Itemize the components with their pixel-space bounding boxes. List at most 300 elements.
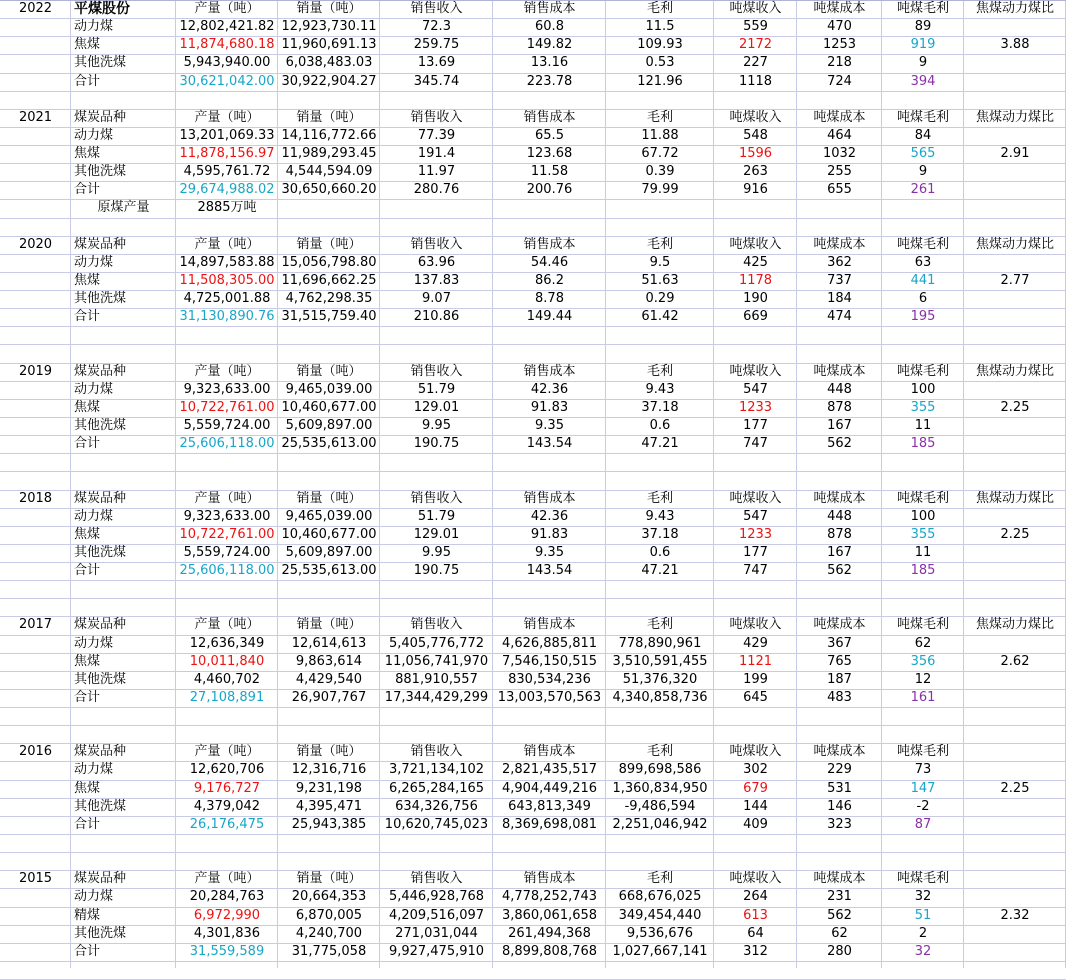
table-cell[interactable]: 355 bbox=[910, 527, 936, 542]
table-cell[interactable]: 483 bbox=[827, 690, 852, 705]
table-cell[interactable]: 73 bbox=[914, 762, 932, 777]
header-profit-per-ton[interactable]: 吨煤毛利 bbox=[896, 364, 949, 379]
table-cell[interactable]: 747 bbox=[743, 436, 768, 451]
table-cell[interactable]: 9,465,039.00 bbox=[285, 382, 373, 397]
table-cell[interactable]: 72.3 bbox=[422, 19, 451, 34]
header-cost-per-ton[interactable]: 吨煤成本 bbox=[813, 871, 866, 886]
header-coking-thermal-ratio[interactable]: 焦煤动力煤比 bbox=[975, 110, 1054, 125]
header-profit-per-ton[interactable]: 吨煤毛利 bbox=[896, 110, 949, 125]
table-cell[interactable]: 123.68 bbox=[526, 146, 573, 161]
table-cell[interactable]: 899,698,586 bbox=[618, 762, 702, 777]
header-output[interactable]: 产量（吨） bbox=[194, 110, 260, 125]
table-cell[interactable]: 177 bbox=[743, 545, 768, 560]
header-gross-profit[interactable]: 毛利 bbox=[646, 364, 673, 379]
table-cell[interactable]: 8.78 bbox=[535, 291, 564, 306]
table-cell[interactable]: 547 bbox=[743, 509, 768, 524]
table-cell[interactable]: 42.36 bbox=[530, 382, 569, 397]
table-cell[interactable]: 4,460,702 bbox=[193, 672, 261, 687]
table-cell[interactable]: 1233 bbox=[738, 527, 773, 542]
table-cell[interactable]: 12,316,716 bbox=[291, 762, 367, 777]
header-revenue-per-ton[interactable]: 吨煤收入 bbox=[729, 871, 782, 886]
row-label[interactable]: 合计 bbox=[74, 690, 101, 705]
table-cell[interactable]: 255 bbox=[827, 164, 852, 179]
ratio-value[interactable]: 2.77 bbox=[1000, 273, 1030, 288]
table-cell[interactable]: 655 bbox=[827, 182, 852, 197]
table-cell[interactable]: 51.63 bbox=[641, 273, 679, 288]
row-label[interactable]: 精煤 bbox=[74, 908, 101, 923]
table-cell[interactable]: 187 bbox=[827, 672, 852, 687]
table-cell[interactable]: 271,031,044 bbox=[395, 926, 478, 941]
table-cell[interactable]: 67.72 bbox=[641, 146, 679, 161]
table-cell[interactable]: 9 bbox=[918, 164, 928, 179]
year-label-2020[interactable]: 2020 bbox=[18, 237, 53, 252]
header-coking-thermal-ratio[interactable]: 焦煤动力煤比 bbox=[975, 491, 1054, 506]
header-gross-profit[interactable]: 毛利 bbox=[646, 110, 673, 125]
row-label[interactable]: 焦煤 bbox=[74, 37, 101, 52]
header-sales-volume[interactable]: 销量（吨） bbox=[296, 237, 362, 252]
table-cell[interactable]: 11,960,691.13 bbox=[281, 37, 377, 52]
row-label[interactable]: 动力煤 bbox=[74, 762, 114, 777]
table-cell[interactable]: 302 bbox=[743, 762, 768, 777]
table-cell[interactable]: 4,209,516,097 bbox=[388, 908, 485, 923]
table-cell[interactable]: 5,446,928,768 bbox=[388, 889, 485, 904]
table-cell[interactable]: -2 bbox=[916, 799, 930, 814]
header-sales-volume[interactable]: 销量（吨） bbox=[296, 491, 362, 506]
table-cell[interactable]: 9,863,614 bbox=[295, 654, 363, 669]
table-cell[interactable]: 9,536,676 bbox=[626, 926, 694, 941]
row-label[interactable]: 动力煤 bbox=[74, 889, 114, 904]
table-cell[interactable]: 32 bbox=[914, 889, 932, 904]
header-sales-cost[interactable]: 销售成本 bbox=[523, 617, 576, 632]
table-cell[interactable]: 4,778,252,743 bbox=[501, 889, 598, 904]
table-cell[interactable]: 167 bbox=[827, 545, 852, 560]
table-cell[interactable]: 12 bbox=[914, 672, 932, 687]
table-cell[interactable]: 429 bbox=[743, 636, 768, 651]
table-cell[interactable]: 613 bbox=[743, 908, 768, 923]
table-cell[interactable]: 916 bbox=[743, 182, 768, 197]
header-gross-profit[interactable]: 毛利 bbox=[646, 871, 673, 886]
table-cell[interactable]: 9,323,633.00 bbox=[183, 382, 271, 397]
table-cell[interactable]: 349,454,440 bbox=[618, 908, 702, 923]
table-cell[interactable]: 143.54 bbox=[526, 436, 573, 451]
table-cell[interactable]: 190.75 bbox=[413, 436, 460, 451]
table-cell[interactable]: 2 bbox=[918, 926, 928, 941]
table-cell[interactable]: 11.88 bbox=[641, 128, 679, 143]
table-cell[interactable]: 312 bbox=[743, 944, 768, 959]
table-cell[interactable]: 14,116,772.66 bbox=[281, 128, 377, 143]
table-cell[interactable]: 4,904,449,216 bbox=[501, 781, 598, 796]
table-cell[interactable]: 84 bbox=[914, 128, 932, 143]
table-cell[interactable]: 280 bbox=[827, 944, 852, 959]
table-cell[interactable]: 10,620,745,023 bbox=[384, 817, 489, 832]
table-cell[interactable]: 280.76 bbox=[413, 182, 460, 197]
table-cell[interactable]: 10,722,761.00 bbox=[179, 527, 275, 542]
table-cell[interactable]: 1253 bbox=[822, 37, 857, 52]
header-profit-per-ton[interactable]: 吨煤毛利 bbox=[896, 871, 949, 886]
header-coal-type[interactable]: 煤炭品种 bbox=[74, 871, 127, 886]
table-cell[interactable]: 184 bbox=[827, 291, 852, 306]
table-cell[interactable]: 3,510,591,455 bbox=[612, 654, 708, 669]
table-cell[interactable]: 109.93 bbox=[637, 37, 683, 52]
table-cell[interactable]: 4,544,594.09 bbox=[285, 164, 373, 179]
year-label-2019[interactable]: 2019 bbox=[18, 364, 53, 379]
table-cell[interactable]: 13,003,570,563 bbox=[497, 690, 602, 705]
table-cell[interactable]: 10,460,677.00 bbox=[281, 527, 377, 542]
table-cell[interactable]: 12,614,613 bbox=[291, 636, 367, 651]
table-cell[interactable]: 645 bbox=[743, 690, 768, 705]
ratio-value[interactable]: 2.25 bbox=[1000, 781, 1030, 796]
year-label-2022[interactable]: 2022 bbox=[18, 1, 53, 16]
year-label-2015[interactable]: 2015 bbox=[18, 871, 53, 886]
table-cell[interactable]: 63 bbox=[914, 255, 932, 270]
table-cell[interactable]: 200.76 bbox=[526, 182, 573, 197]
row-label[interactable]: 动力煤 bbox=[74, 382, 114, 397]
table-cell[interactable]: 25,606,118.00 bbox=[179, 436, 275, 451]
table-cell[interactable]: 31,515,759.40 bbox=[281, 309, 377, 324]
table-cell[interactable]: 356 bbox=[910, 654, 936, 669]
table-cell[interactable]: 30,922,904.27 bbox=[281, 74, 377, 89]
header-sales-revenue[interactable]: 销售收入 bbox=[410, 491, 463, 506]
table-cell[interactable]: 11,696,662.25 bbox=[281, 273, 377, 288]
table-cell[interactable]: 4,395,471 bbox=[295, 799, 363, 814]
table-cell[interactable]: 15,056,798.80 bbox=[281, 255, 377, 270]
year-label-2016[interactable]: 2016 bbox=[18, 744, 53, 759]
table-cell[interactable]: 6,972,990 bbox=[193, 908, 261, 923]
table-cell[interactable]: 9.5 bbox=[649, 255, 671, 270]
table-cell[interactable]: 190.75 bbox=[413, 563, 460, 578]
table-cell[interactable]: 144 bbox=[743, 799, 768, 814]
table-cell[interactable]: 668,676,025 bbox=[618, 889, 702, 904]
row-label[interactable]: 其他洗煤 bbox=[74, 926, 127, 941]
row-label[interactable]: 焦煤 bbox=[74, 146, 101, 161]
table-cell[interactable]: 425 bbox=[743, 255, 768, 270]
header-coal-type[interactable]: 煤炭品种 bbox=[74, 364, 127, 379]
table-cell[interactable]: 547 bbox=[743, 382, 768, 397]
table-cell[interactable]: 448 bbox=[827, 509, 852, 524]
table-cell[interactable]: 559 bbox=[743, 19, 768, 34]
table-cell[interactable]: 1032 bbox=[822, 146, 857, 161]
table-cell[interactable]: 4,429,540 bbox=[295, 672, 363, 687]
table-cell[interactable]: 1178 bbox=[738, 273, 773, 288]
header-output[interactable]: 产量（吨） bbox=[194, 871, 260, 886]
table-cell[interactable]: 345.74 bbox=[413, 74, 460, 89]
table-cell[interactable]: 11,878,156.97 bbox=[179, 146, 275, 161]
table-cell[interactable]: 261,494,368 bbox=[508, 926, 591, 941]
header-revenue-per-ton[interactable]: 吨煤收入 bbox=[729, 491, 782, 506]
table-cell[interactable]: 724 bbox=[827, 74, 852, 89]
table-cell[interactable]: 177 bbox=[743, 418, 768, 433]
table-cell[interactable]: 737 bbox=[827, 273, 852, 288]
table-cell[interactable]: 355 bbox=[910, 400, 936, 415]
table-cell[interactable]: 9.07 bbox=[422, 291, 451, 306]
table-cell[interactable]: 167 bbox=[827, 418, 852, 433]
table-cell[interactable]: 223.78 bbox=[526, 74, 573, 89]
row-label[interactable]: 动力煤 bbox=[74, 636, 114, 651]
table-cell[interactable]: 9,465,039.00 bbox=[285, 509, 373, 524]
header-coking-thermal-ratio[interactable]: 焦煤动力煤比 bbox=[975, 617, 1054, 632]
row-label[interactable]: 焦煤 bbox=[74, 400, 101, 415]
table-cell[interactable]: 100 bbox=[910, 382, 936, 397]
row-label[interactable]: 其他洗煤 bbox=[74, 545, 127, 560]
table-cell[interactable]: 29,674,988.02 bbox=[179, 182, 275, 197]
header-revenue-per-ton[interactable]: 吨煤收入 bbox=[729, 1, 782, 16]
table-cell[interactable]: 9 bbox=[918, 55, 928, 70]
row-label[interactable]: 其他洗煤 bbox=[74, 418, 127, 433]
header-gross-profit[interactable]: 毛利 bbox=[646, 744, 673, 759]
table-cell[interactable]: 10,011,840 bbox=[189, 654, 265, 669]
header-output[interactable]: 产量（吨） bbox=[194, 1, 260, 16]
header-profit-per-ton[interactable]: 吨煤毛利 bbox=[896, 237, 949, 252]
table-cell[interactable]: 9,927,475,910 bbox=[388, 944, 485, 959]
table-cell[interactable]: 2,821,435,517 bbox=[501, 762, 598, 777]
table-cell[interactable]: 323 bbox=[827, 817, 852, 832]
table-cell[interactable]: 143.54 bbox=[526, 563, 573, 578]
table-cell[interactable]: 129.01 bbox=[413, 527, 460, 542]
year-label-2021[interactable]: 2021 bbox=[18, 110, 53, 125]
header-sales-volume[interactable]: 销量（吨） bbox=[296, 617, 362, 632]
header-sales-revenue[interactable]: 销售收入 bbox=[410, 364, 463, 379]
header-cost-per-ton[interactable]: 吨煤成本 bbox=[813, 237, 866, 252]
table-cell[interactable]: 100 bbox=[910, 509, 936, 524]
ratio-value[interactable]: 2.62 bbox=[1000, 654, 1030, 669]
table-cell[interactable]: 1,360,834,950 bbox=[612, 781, 708, 796]
table-cell[interactable]: 87 bbox=[914, 817, 932, 832]
table-cell[interactable]: 6,870,005 bbox=[295, 908, 363, 923]
table-cell[interactable]: 531 bbox=[827, 781, 852, 796]
header-cost-per-ton[interactable]: 吨煤成本 bbox=[813, 744, 866, 759]
table-cell[interactable]: 77.39 bbox=[417, 128, 456, 143]
header-coal-type[interactable]: 煤炭品种 bbox=[74, 491, 127, 506]
row-label[interactable]: 其他洗煤 bbox=[74, 672, 127, 687]
row-label[interactable]: 合计 bbox=[74, 563, 101, 578]
header-coking-thermal-ratio[interactable]: 焦煤动力煤比 bbox=[975, 1, 1054, 16]
raw-coal-output-label[interactable]: 原煤产量 bbox=[97, 200, 150, 215]
header-output[interactable]: 产量（吨） bbox=[194, 617, 260, 632]
header-sales-revenue[interactable]: 销售收入 bbox=[410, 1, 463, 16]
table-cell[interactable]: 61.42 bbox=[641, 309, 679, 324]
table-cell[interactable]: 643,813,349 bbox=[508, 799, 591, 814]
table-cell[interactable]: 47.21 bbox=[641, 563, 679, 578]
header-sales-revenue[interactable]: 销售收入 bbox=[410, 871, 463, 886]
table-cell[interactable]: 51 bbox=[914, 908, 932, 923]
table-cell[interactable]: 10,460,677.00 bbox=[281, 400, 377, 415]
table-cell[interactable]: 747 bbox=[743, 563, 768, 578]
table-cell[interactable]: 919 bbox=[910, 37, 936, 52]
table-cell[interactable]: 3,860,061,658 bbox=[501, 908, 598, 923]
table-cell[interactable]: 37.18 bbox=[641, 527, 679, 542]
table-cell[interactable]: 1596 bbox=[738, 146, 773, 161]
header-coking-thermal-ratio[interactable]: 焦煤动力煤比 bbox=[975, 364, 1054, 379]
table-cell[interactable]: 562 bbox=[827, 563, 852, 578]
table-cell[interactable]: 4,725,001.88 bbox=[183, 291, 271, 306]
table-cell[interactable]: 31,130,890.76 bbox=[179, 309, 275, 324]
table-cell[interactable]: 7,546,150,515 bbox=[501, 654, 598, 669]
year-label-2018[interactable]: 2018 bbox=[18, 491, 53, 506]
header-sales-volume[interactable]: 销量（吨） bbox=[296, 110, 362, 125]
header-revenue-per-ton[interactable]: 吨煤收入 bbox=[729, 110, 782, 125]
table-cell[interactable]: 1,027,667,141 bbox=[612, 944, 708, 959]
table-cell[interactable]: 261 bbox=[910, 182, 936, 197]
table-cell[interactable]: 13.69 bbox=[417, 55, 456, 70]
table-cell[interactable]: 6,265,284,165 bbox=[388, 781, 485, 796]
table-cell[interactable]: 6,038,483.03 bbox=[285, 55, 373, 70]
header-output[interactable]: 产量（吨） bbox=[194, 364, 260, 379]
header-revenue-per-ton[interactable]: 吨煤收入 bbox=[729, 617, 782, 632]
header-cost-per-ton[interactable]: 吨煤成本 bbox=[813, 364, 866, 379]
table-cell[interactable]: 11.5 bbox=[645, 19, 675, 34]
table-cell[interactable]: 20,284,763 bbox=[189, 889, 265, 904]
header-revenue-per-ton[interactable]: 吨煤收入 bbox=[729, 744, 782, 759]
table-cell[interactable]: 26,176,475 bbox=[189, 817, 265, 832]
table-cell[interactable]: 2,251,046,942 bbox=[612, 817, 708, 832]
table-cell[interactable]: 1118 bbox=[738, 74, 773, 89]
table-cell[interactable]: 4,379,042 bbox=[193, 799, 261, 814]
table-cell[interactable]: 161 bbox=[910, 690, 936, 705]
table-cell[interactable]: 149.82 bbox=[526, 37, 573, 52]
table-cell[interactable]: 14,897,583.88 bbox=[179, 255, 275, 270]
header-revenue-per-ton[interactable]: 吨煤收入 bbox=[729, 364, 782, 379]
table-cell[interactable]: 32 bbox=[914, 944, 932, 959]
table-cell[interactable]: 27,108,891 bbox=[189, 690, 265, 705]
header-sales-cost[interactable]: 销售成本 bbox=[523, 237, 576, 252]
row-label[interactable]: 其他洗煤 bbox=[74, 799, 127, 814]
header-sales-volume[interactable]: 销量（吨） bbox=[296, 871, 362, 886]
table-cell[interactable]: 5,405,776,772 bbox=[388, 636, 485, 651]
header-coal-type[interactable]: 煤炭品种 bbox=[74, 237, 127, 252]
table-cell[interactable]: 4,595,761.72 bbox=[183, 164, 271, 179]
table-cell[interactable]: 778,890,961 bbox=[618, 636, 702, 651]
table-cell[interactable]: 2172 bbox=[738, 37, 773, 52]
table-cell[interactable]: 11,874,680.18 bbox=[179, 37, 275, 52]
table-cell[interactable]: 9.95 bbox=[422, 545, 451, 560]
ratio-value[interactable]: 3.88 bbox=[1000, 37, 1030, 52]
header-coking-thermal-ratio[interactable]: 焦煤动力煤比 bbox=[975, 237, 1054, 252]
header-gross-profit[interactable]: 毛利 bbox=[646, 491, 673, 506]
table-cell[interactable]: 5,609,897.00 bbox=[285, 418, 373, 433]
table-cell[interactable]: 25,943,385 bbox=[291, 817, 367, 832]
header-sales-volume[interactable]: 销量（吨） bbox=[296, 744, 362, 759]
table-cell[interactable]: 51.79 bbox=[417, 382, 456, 397]
table-cell[interactable]: 30,621,042.00 bbox=[179, 74, 275, 89]
table-cell[interactable]: 0.53 bbox=[645, 55, 675, 70]
table-cell[interactable]: 11 bbox=[914, 418, 932, 433]
table-cell[interactable]: 227 bbox=[743, 55, 768, 70]
header-gross-profit[interactable]: 毛利 bbox=[646, 237, 673, 252]
table-cell[interactable]: 8,899,808,768 bbox=[501, 944, 598, 959]
table-cell[interactable]: 1121 bbox=[738, 654, 773, 669]
table-cell[interactable]: 13,201,069.33 bbox=[179, 128, 275, 143]
row-label[interactable]: 焦煤 bbox=[74, 781, 101, 796]
table-cell[interactable]: 5,943,940.00 bbox=[183, 55, 271, 70]
table-cell[interactable]: 42.36 bbox=[530, 509, 569, 524]
row-label[interactable]: 合计 bbox=[74, 309, 101, 324]
row-label[interactable]: 动力煤 bbox=[74, 255, 114, 270]
row-label[interactable]: 合计 bbox=[74, 436, 101, 451]
table-cell[interactable]: 4,762,298.35 bbox=[285, 291, 373, 306]
table-cell[interactable]: 4,301,836 bbox=[193, 926, 261, 941]
table-cell[interactable]: 669 bbox=[743, 309, 768, 324]
table-cell[interactable]: 1233 bbox=[738, 400, 773, 415]
header-sales-cost[interactable]: 销售成本 bbox=[523, 1, 576, 16]
table-cell[interactable]: 878 bbox=[827, 527, 852, 542]
table-cell[interactable]: 264 bbox=[743, 889, 768, 904]
table-cell[interactable]: 765 bbox=[827, 654, 852, 669]
table-cell[interactable]: 441 bbox=[910, 273, 936, 288]
table-cell[interactable]: 60.8 bbox=[535, 19, 564, 34]
raw-coal-output-value[interactable]: 2885万吨 bbox=[197, 200, 257, 215]
row-label[interactable]: 焦煤 bbox=[74, 654, 101, 669]
table-cell[interactable]: 26,907,767 bbox=[291, 690, 367, 705]
table-cell[interactable]: 229 bbox=[827, 762, 852, 777]
table-cell[interactable]: 12,636,349 bbox=[189, 636, 265, 651]
table-cell[interactable]: 91.83 bbox=[530, 527, 569, 542]
row-label[interactable]: 动力煤 bbox=[74, 509, 114, 524]
table-cell[interactable]: 9.95 bbox=[422, 418, 451, 433]
table-cell[interactable]: 54.46 bbox=[530, 255, 569, 270]
table-cell[interactable]: 9.35 bbox=[535, 418, 564, 433]
row-label[interactable]: 焦煤 bbox=[74, 527, 101, 542]
row-label[interactable]: 其他洗煤 bbox=[74, 55, 127, 70]
header-coal-type[interactable]: 煤炭品种 bbox=[74, 744, 127, 759]
ratio-value[interactable]: 2.32 bbox=[1000, 908, 1030, 923]
table-cell[interactable]: 9.43 bbox=[645, 382, 675, 397]
table-cell[interactable]: 31,559,589 bbox=[189, 944, 265, 959]
table-cell[interactable]: 11,508,305.00 bbox=[179, 273, 275, 288]
header-revenue-per-ton[interactable]: 吨煤收入 bbox=[729, 237, 782, 252]
table-cell[interactable]: 548 bbox=[743, 128, 768, 143]
table-cell[interactable]: 881,910,557 bbox=[395, 672, 478, 687]
row-label[interactable]: 动力煤 bbox=[74, 128, 114, 143]
table-cell[interactable]: 129.01 bbox=[413, 400, 460, 415]
table-cell[interactable]: 9.35 bbox=[535, 545, 564, 560]
table-cell[interactable]: 137.83 bbox=[413, 273, 460, 288]
table-cell[interactable]: 0.6 bbox=[649, 545, 671, 560]
header-output[interactable]: 产量（吨） bbox=[194, 491, 260, 506]
header-sales-revenue[interactable]: 销售收入 bbox=[410, 617, 463, 632]
table-cell[interactable]: 199 bbox=[743, 672, 768, 687]
table-cell[interactable]: 185 bbox=[910, 436, 936, 451]
table-cell[interactable]: 91.83 bbox=[530, 400, 569, 415]
table-cell[interactable]: 9,231,198 bbox=[295, 781, 363, 796]
table-cell[interactable]: 149.44 bbox=[526, 309, 573, 324]
table-cell[interactable]: 4,240,700 bbox=[295, 926, 363, 941]
row-label[interactable]: 合计 bbox=[74, 944, 101, 959]
table-cell[interactable]: 218 bbox=[827, 55, 852, 70]
table-cell[interactable]: 51,376,320 bbox=[622, 672, 698, 687]
company-label[interactable]: 平煤股份 bbox=[74, 1, 130, 17]
table-cell[interactable]: 474 bbox=[827, 309, 852, 324]
table-cell[interactable]: 4,626,885,811 bbox=[501, 636, 598, 651]
table-cell[interactable]: 79.99 bbox=[641, 182, 679, 197]
table-cell[interactable]: 37.18 bbox=[641, 400, 679, 415]
row-label[interactable]: 焦煤 bbox=[74, 273, 101, 288]
table-cell[interactable]: 5,559,724.00 bbox=[183, 418, 271, 433]
table-cell[interactable]: 562 bbox=[827, 908, 852, 923]
table-cell[interactable]: 9.43 bbox=[645, 509, 675, 524]
table-cell[interactable]: 12,923,730.11 bbox=[281, 19, 377, 34]
table-cell[interactable]: 0.29 bbox=[645, 291, 675, 306]
table-cell[interactable]: 5,559,724.00 bbox=[183, 545, 271, 560]
table-cell[interactable]: 464 bbox=[827, 128, 852, 143]
table-cell[interactable]: 121.96 bbox=[637, 74, 683, 89]
row-label[interactable]: 其他洗煤 bbox=[74, 291, 127, 306]
table-cell[interactable]: 30,650,660.20 bbox=[281, 182, 377, 197]
table-cell[interactable]: 5,609,897.00 bbox=[285, 545, 373, 560]
table-cell[interactable]: 231 bbox=[827, 889, 852, 904]
header-coal-type[interactable]: 煤炭品种 bbox=[74, 110, 127, 125]
table-cell[interactable]: 3,721,134,102 bbox=[388, 762, 485, 777]
table-cell[interactable]: 25,606,118.00 bbox=[179, 563, 275, 578]
